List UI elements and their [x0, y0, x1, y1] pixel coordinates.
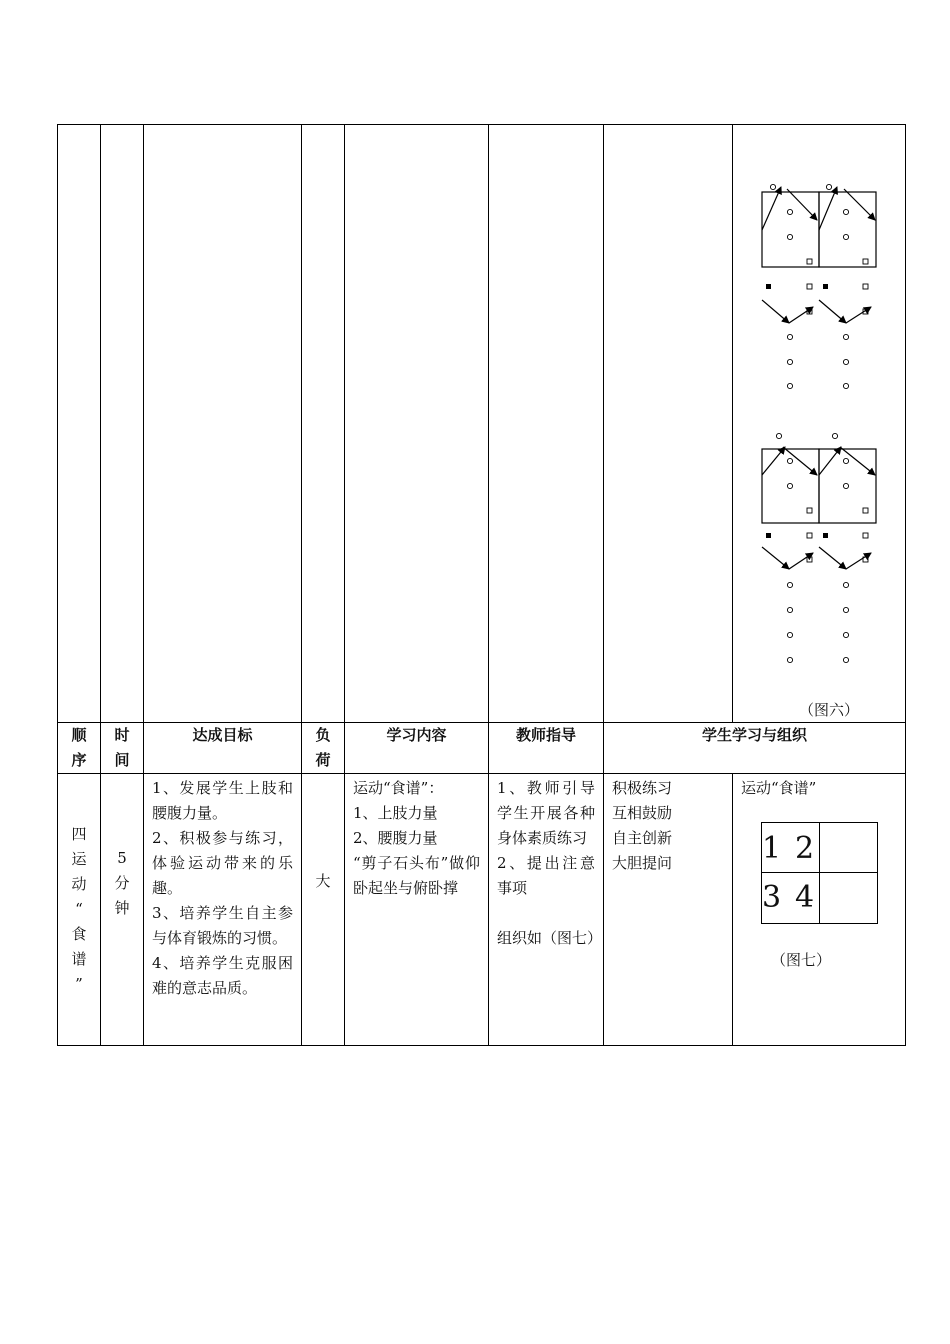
lesson-plan-sheet	[57, 124, 905, 1046]
order-cell: 四 运 动 “ 食 谱 ”	[58, 774, 101, 1046]
student-item: 大胆提问	[612, 854, 673, 872]
continuation-row	[58, 125, 906, 723]
grid-number: 3	[762, 880, 782, 915]
header-order: 顺 序	[58, 723, 101, 774]
empty-cell	[604, 125, 733, 723]
grid-number: 4	[795, 880, 815, 915]
content-item: 运动“食谱”：	[353, 779, 444, 797]
figure-six-cell	[733, 125, 906, 723]
header-content: 学习内容	[345, 723, 489, 774]
goal-item: 2、积极参与练习，体验运动带来的乐趣。	[152, 829, 293, 897]
header-goals: 达成目标	[144, 723, 302, 774]
empty-cell	[144, 125, 302, 723]
student-item: 互相鼓励	[612, 804, 673, 822]
header-teacher: 教师指导	[489, 723, 604, 774]
organization-title: 运动“食谱”	[741, 779, 817, 797]
figure-seven-caption: （图七）	[771, 951, 832, 969]
header-student: 学生学习与组织	[604, 723, 906, 774]
time-cell: 5 分 钟	[101, 774, 144, 1046]
grid-number: 1	[762, 831, 782, 866]
goal-item: 3、培养学生自主参与体育锻炼的习惯。	[152, 904, 293, 947]
organization-cell	[733, 774, 906, 1046]
empty-cell	[58, 125, 101, 723]
content-item: 1、上肢力量	[353, 804, 438, 822]
teacher-item: 组织如（图七）	[497, 929, 603, 947]
header-load: 负 荷	[302, 723, 345, 774]
header-time: 时 间	[101, 723, 144, 774]
teacher-cell	[489, 774, 604, 1046]
student-cell	[604, 774, 733, 1046]
lesson-plan-table	[57, 124, 906, 1046]
empty-cell	[302, 125, 345, 723]
teacher-item: 2、提出注意事项	[497, 854, 595, 897]
empty-cell	[489, 125, 604, 723]
content-cell	[345, 774, 489, 1046]
teacher-item	[497, 901, 595, 926]
empty-cell	[101, 125, 144, 723]
teacher-item: 1、教师引导学生开展各种身体素质练习	[497, 779, 595, 847]
goal-item: 1、发展学生上肢和腰腹力量。	[152, 779, 293, 822]
formation-diagram-fig6	[733, 125, 905, 721]
empty-cell	[345, 125, 489, 723]
load-cell: 大	[302, 774, 345, 1046]
student-item: 积极练习	[612, 779, 673, 797]
header-row	[58, 723, 906, 774]
figure-six-caption: （图六）	[799, 701, 860, 719]
goals-cell	[144, 774, 302, 1046]
content-item: “剪子石头布”做仰卧起坐与俯卧撑	[353, 854, 480, 897]
content-row	[58, 774, 906, 1046]
recipe-grid-fig7	[761, 822, 878, 924]
content-item: 2、腰腹力量	[353, 829, 438, 847]
goal-item: 4、培养学生克服困难的意志品质。	[152, 954, 293, 997]
student-item: 自主创新	[612, 829, 673, 847]
grid-number: 2	[795, 831, 815, 866]
